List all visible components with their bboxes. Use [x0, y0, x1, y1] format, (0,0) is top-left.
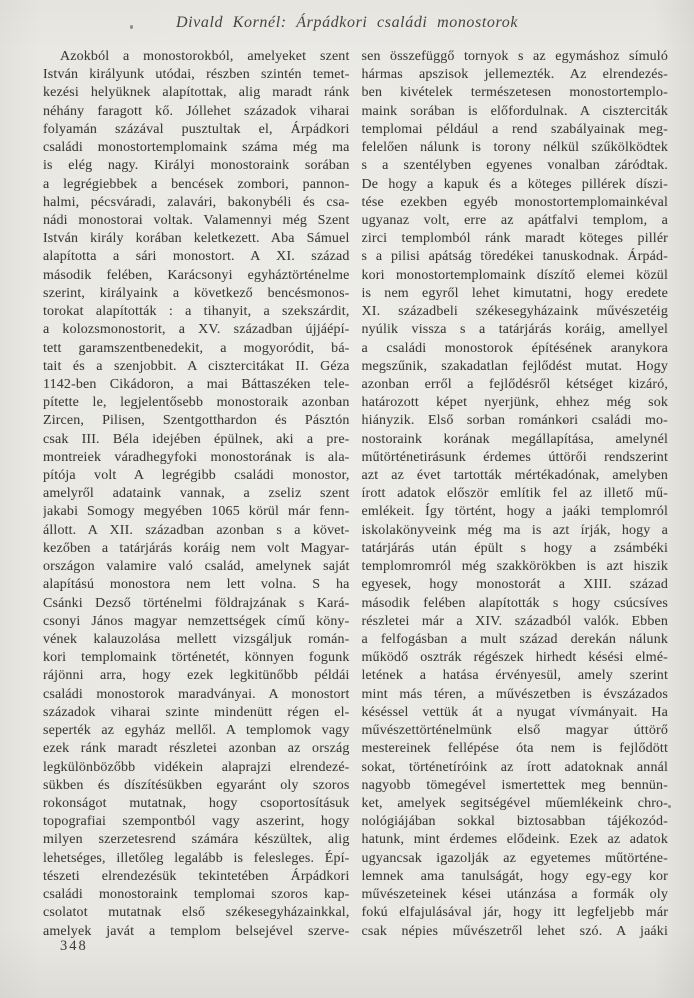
text-line: hiányzik. Első sorban románkori családi mo-: [361, 413, 668, 429]
text-column-left: [43, 48, 350, 941]
text-line: hatunk, mint érdemes elődeink. Ezek az adatok: [361, 832, 668, 848]
text-line: ben kivételek természetesen monostortemplo-: [361, 85, 668, 101]
text-line: István király korában keletkezett. Aba Sámuel: [43, 231, 350, 247]
text-line: azt az évet tartották mértékadónak, amelyben: [361, 468, 668, 484]
text-line: hármas apszisok jellemezték. Az elrendezés-: [361, 67, 668, 83]
text-line: jakabi Somogy megyében 1065 körül már fenn-: [43, 504, 350, 520]
text-line: országon valamire való család, amelynek saját: [43, 559, 350, 575]
text-line: csak népies művészetről lehet szó. A jaáki: [361, 923, 668, 939]
text-line: csonyi János magyar nemzettségek című köny-: [43, 613, 350, 629]
text-line: seperték az egyház mellől. A templomok vagy: [43, 723, 350, 739]
text-line: nádi monostorai voltak. Valamennyi még Szent: [43, 212, 350, 228]
text-line: a felfogásban a mult század derekán nálunk: [361, 632, 668, 647]
text-line: művészettörténelmünk első magyar úttörő: [361, 723, 668, 739]
text-line: második felében, Karácsonyi egyháztörténelme: [43, 267, 350, 283]
text-line: tatárjárás után épült s hogy a zsámbéki: [361, 540, 668, 556]
text-line: is nem egyről lehet kimutatni, hogy eredete: [361, 285, 668, 301]
text-line: ugyancsak igazolják az egyetemes műtörténe-: [361, 850, 668, 866]
text-line: amelyről adataink vannak, a zseliz szent: [43, 486, 350, 502]
text-line: pítette le, legjelentősebb monostoraik azonban: [43, 395, 350, 411]
text-line: nagyobb tömegével ismertettek meg bennün-: [361, 777, 668, 793]
text-line: mestereinek fellépése óta nem is fejlődött: [361, 741, 668, 757]
text-line: írott adatok először említik fel az illető mű-: [361, 486, 668, 502]
text-line: alapítású monostora nem lett volna. S ha: [43, 577, 350, 593]
text-line: iskolakönyveink még ma is azt írják, hogy a: [361, 522, 668, 538]
text-line: művészeteinek kései utánzása a formák oly: [361, 887, 668, 903]
text-line: ezek ránk maradt részletei azonban az ország: [43, 741, 350, 757]
text-line: második felében alapították s hogy csúcsíves: [361, 595, 668, 611]
text-line: is elég nagy. Királyi monostoraink sorában: [43, 158, 350, 174]
text-line: néhány faragott kő. Jóllehet századok viharai: [43, 103, 350, 119]
text-line: emlékeit. Így történt, hogy a jaáki templomról: [361, 504, 668, 520]
text-line: mint más téren, a művészetben is évszázados: [361, 686, 668, 702]
text-line: lehetséges, illetőleg legalább is felesleges. Épí-: [43, 850, 350, 866]
text-line: alapította a sári monostort. A XI. század: [43, 249, 350, 265]
text-line: a legrégiebbek a bencések zombori, pannon-: [43, 176, 350, 192]
text-line: tett garamszentbenedekit, a mogyoródit, bá-: [43, 340, 350, 356]
text-line: késéssel vettük át a nyugat vívmányait. Ha: [361, 704, 668, 720]
text-line: századok viharai szinte mindenütt régen el-: [43, 704, 350, 720]
text-line: nyúlik vissza s a tatárjárás koráig, amellyel: [361, 322, 668, 338]
text-line: topografiai szempontból vagy aszerint, hogy: [43, 814, 350, 830]
text-line: pítója volt A legrégibb családi monostor,: [43, 468, 350, 484]
text-line: tészeti elrendezésük tekintetében Árpádkori: [43, 868, 350, 884]
text-line: kori templomaink történetét, könnyen fogunk: [43, 650, 350, 666]
text-line: s a szentélyben egyenes vonalban záródtak.: [361, 158, 668, 174]
text-line: Zircen, Pilisen, Szentgotthardon és Pásztón: [43, 413, 350, 429]
text-line: montreiek váradhegyfoki monostorának is ala-: [43, 449, 350, 465]
text-line: maink sorában is előfordulnak. A ciszterciták: [361, 103, 668, 119]
text-line: sükben és díszítésükben egyaránt oly szoros: [43, 777, 350, 793]
text-line: kezési helyüknek alapítottak, alig maradt ránk: [43, 85, 350, 101]
text-line: milyen szerzetesrend számára készültek, alig: [43, 832, 350, 848]
text-line: fokú elfajulásával jár, hogy itt legfeljebb már: [361, 905, 668, 921]
text-line: a családi monostorok építésének aranykora: [361, 340, 668, 356]
text-line: zirci templomból ránk maradt köteges pillér: [361, 231, 668, 247]
text-line: családi monostortemplomaink száma még ma: [43, 140, 350, 156]
page-number: 348: [60, 938, 88, 954]
text-line: ket, amelyek segitségével műemlékeink chro-: [361, 795, 668, 811]
text-line: működő osztrák régészek hirhedt késési elmé-: [361, 650, 668, 666]
text-line: tése ezekben egyéb monostortemplomainkéval: [361, 194, 668, 210]
text-line: határozott képet nyerjünk, ehhez még sok: [361, 395, 668, 411]
text-line: s a pilisi apátság töredékei tanuskodnak. Árpád-: [361, 249, 668, 265]
text-line: amelyek javát a templom belsejével szerve-: [43, 923, 350, 939]
text-line: templomromról még szakkörökben is azt hiszik: [361, 559, 668, 575]
text-column-right: [362, 48, 669, 941]
text-line: azonban erről a fejlődésről kétséget kizáró,: [361, 376, 668, 392]
text-line: kori monostortemplomaink díszítő elemei közül: [361, 267, 668, 283]
text-line: Azokból a monostorokból, amelyeket szent: [60, 49, 350, 64]
text-line: rájönni arra, hogy ezek legkitünőbb példái: [43, 668, 350, 684]
text-line: egyesek, hogy monostorát a XIII. század: [361, 577, 668, 593]
text-line: templomai például a rend szabályainak meg-: [361, 121, 668, 137]
text-line: nológiájában sokkal biztosabban tájékozód-: [361, 814, 668, 830]
text-line: szerint, királyaink a következő bencésmonos-: [43, 285, 350, 301]
text-columns: [43, 48, 668, 941]
text-line: csak III. Béla idejében épülnek, aki a pre-: [43, 431, 350, 447]
running-head-title: Divald Kornél: Árpádkori családi monostorok: [175, 14, 519, 31]
text-line: Csánki Dezső történelmi földrajzának s Kará-: [43, 595, 350, 611]
text-line: tait és a szenjobbit. A cisztercitákat II. Géza: [43, 358, 350, 374]
text-line: rokonságot mutatnak, hogy csoportosításuk: [43, 795, 350, 811]
text-line: 1142-ben Cikádoron, a mai Báttaszéken tele-: [43, 376, 350, 392]
scan-speck: [668, 805, 671, 808]
text-line: XI. századbeli székesegyházaink művészetéig: [361, 304, 668, 320]
text-line: családi monostorok maradványai. A monostort: [43, 686, 350, 702]
text-line: csolatot mutatnak első székesegyházainkkal,: [43, 905, 350, 921]
text-line: torokat alapították : a tihanyit, a szekszárdit,: [43, 304, 350, 320]
text-line: sen összefüggő tornyok s az egymáshoz símuló: [361, 49, 668, 64]
text-line: lemnek ama tanulságát, hogy egy-egy kor: [361, 868, 668, 884]
text-line: műtörténetirásunk érdemes úttörői rendszerint: [361, 449, 668, 465]
text-line: kezőben a tatárjárás koráig nem volt Magyar-: [43, 540, 350, 556]
text-line: ugyanaz volt, erre az apátfalvi templom, a: [361, 212, 668, 228]
text-line: megszűnik, szakadatlan fejlődést mutat. Hogy: [361, 358, 668, 374]
text-line: folyamán százával pusztultak el, Árpádkori: [43, 121, 350, 137]
text-line: halmi, pécsváradi, zalavári, bakonybéli és csa-: [43, 194, 350, 210]
text-line: legkülönbözőbb vidékein alaprajzi elrendezé-: [43, 759, 350, 775]
text-line: István királyunk utódai, részben szintén temet-: [43, 67, 350, 83]
text-line: sokat, történetíróink az írott adatoknak annál: [361, 759, 668, 775]
text-line: felelően nálunk is torony nélkül szűkölködtek: [361, 140, 668, 156]
text-line: részletei már a XIV. századból valók. Ebben: [361, 613, 668, 629]
text-line: letének a hatása érvényesül, amely szerint: [361, 668, 668, 684]
text-line: állott. A XII. században azonban s a követ-: [43, 522, 350, 538]
text-line: De hogy a kapuk és a köteges pillérek díszi-: [361, 176, 668, 192]
text-line: családi monostoraink templomai szoros kap-: [43, 887, 350, 903]
text-line: a kolozsmonostorit, a XV. században újjáépí-: [43, 322, 350, 338]
text-line: vének kalauzolása mellett vizsgáljuk román-: [43, 632, 350, 647]
text-line: nostoraink korának megállapítása, amelynél: [361, 431, 668, 447]
